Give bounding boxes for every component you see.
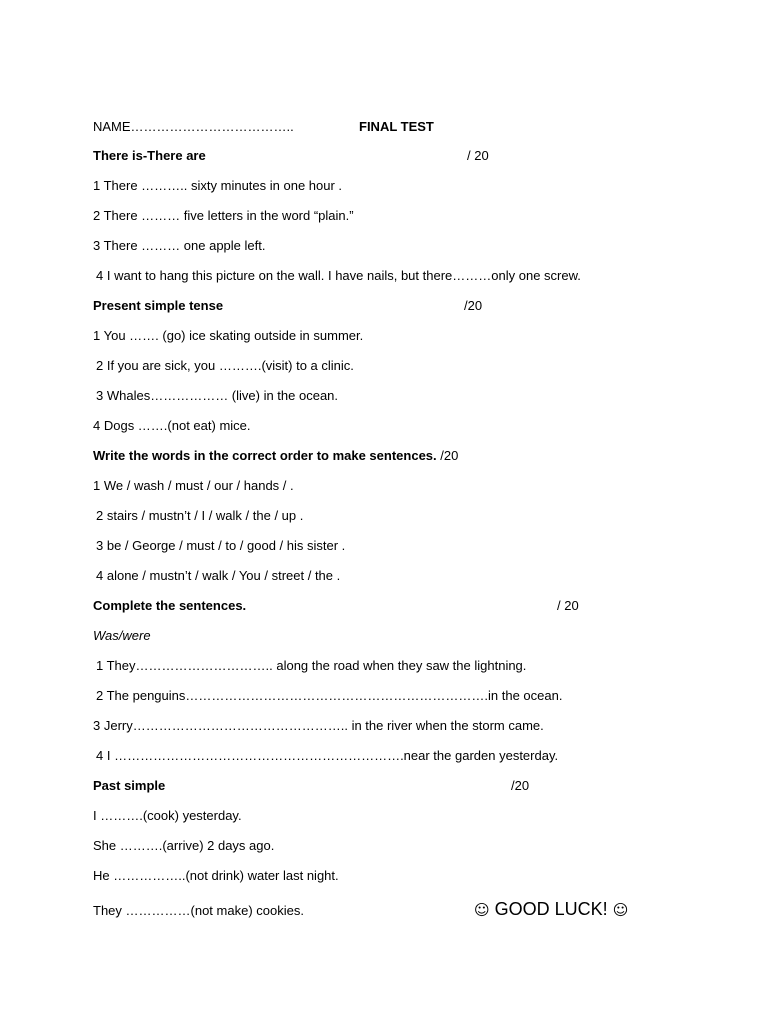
section-score-there: / 20 <box>467 148 489 163</box>
good-luck-message <box>474 899 628 920</box>
question-item: She ……….(arrive) 2 days ago. <box>93 838 275 853</box>
section-score-complete: / 20 <box>557 598 579 613</box>
section-heading-there: There is-There are <box>93 148 206 163</box>
section-score-past: /20 <box>511 778 530 793</box>
section-heading-past: Past simple <box>93 778 166 793</box>
good-luck-text: GOOD LUCK! <box>494 899 608 919</box>
section-score-present: /20 <box>464 298 483 313</box>
question-item: 1 There ……….. sixty minutes in one hour . <box>93 178 343 193</box>
question-item: 2 If you are sick, you ……….(visit) to a clinic. <box>96 358 354 373</box>
section-heading-present: Present simple tense <box>93 298 224 313</box>
section-heading-complete: Complete the sentences. <box>93 598 247 613</box>
question-item: He ……………..(not drink) water last night. <box>93 868 339 883</box>
question-item: 1 You ……. (go) ice skating outside in summer. <box>93 328 364 343</box>
smiley-icon: ☺ <box>612 901 629 919</box>
question-item: 2 stairs / mustn’t / I / walk / the / up . <box>96 508 304 523</box>
question-item: 2 The penguins…………………………………………………………….in the ocean. <box>96 688 563 703</box>
page-title: FINAL TEST <box>359 119 434 134</box>
question-item: 3 Whales……………… (live) in the ocean. <box>96 388 339 403</box>
question-item: 1 We / wash / must / our / hands / . <box>93 478 294 493</box>
section-heading-order: Write the words in the correct order to make sentences. <box>93 448 437 463</box>
question-item: 4 I want to hang this picture on the wall. I have nails, but there………only one screw. <box>96 268 581 283</box>
section-score-order: /20 <box>440 448 459 463</box>
smiley-icon: ☺ <box>474 901 490 919</box>
section-subheading-was-were: Was/were <box>93 628 151 643</box>
question-item: 1 They………………………….. along the road when they saw the lightning. <box>96 658 527 673</box>
question-item: They ……………(not make) cookies. <box>93 903 304 918</box>
question-item: 4 alone / mustn’t / walk / You / street / the . <box>96 568 341 583</box>
name-line: NAME……………………………….. <box>93 119 294 134</box>
question-item: 3 Jerry………………………………………….. in the river when the storm came. <box>93 718 544 733</box>
question-item: 2 There ……… five letters in the word “plain.” <box>93 208 354 223</box>
question-item: 4 Dogs …….(not eat) mice. <box>93 418 251 433</box>
question-item: 3 There ……… one apple left. <box>93 238 266 253</box>
question-item: 3 be / George / must / to / good / his sister . <box>96 538 346 553</box>
question-item: I ……….(cook) yesterday. <box>93 808 242 823</box>
section-heading-order-row <box>93 448 458 464</box>
question-item: 4 I ………………………………………………………….near the garden yesterday. <box>96 748 559 763</box>
